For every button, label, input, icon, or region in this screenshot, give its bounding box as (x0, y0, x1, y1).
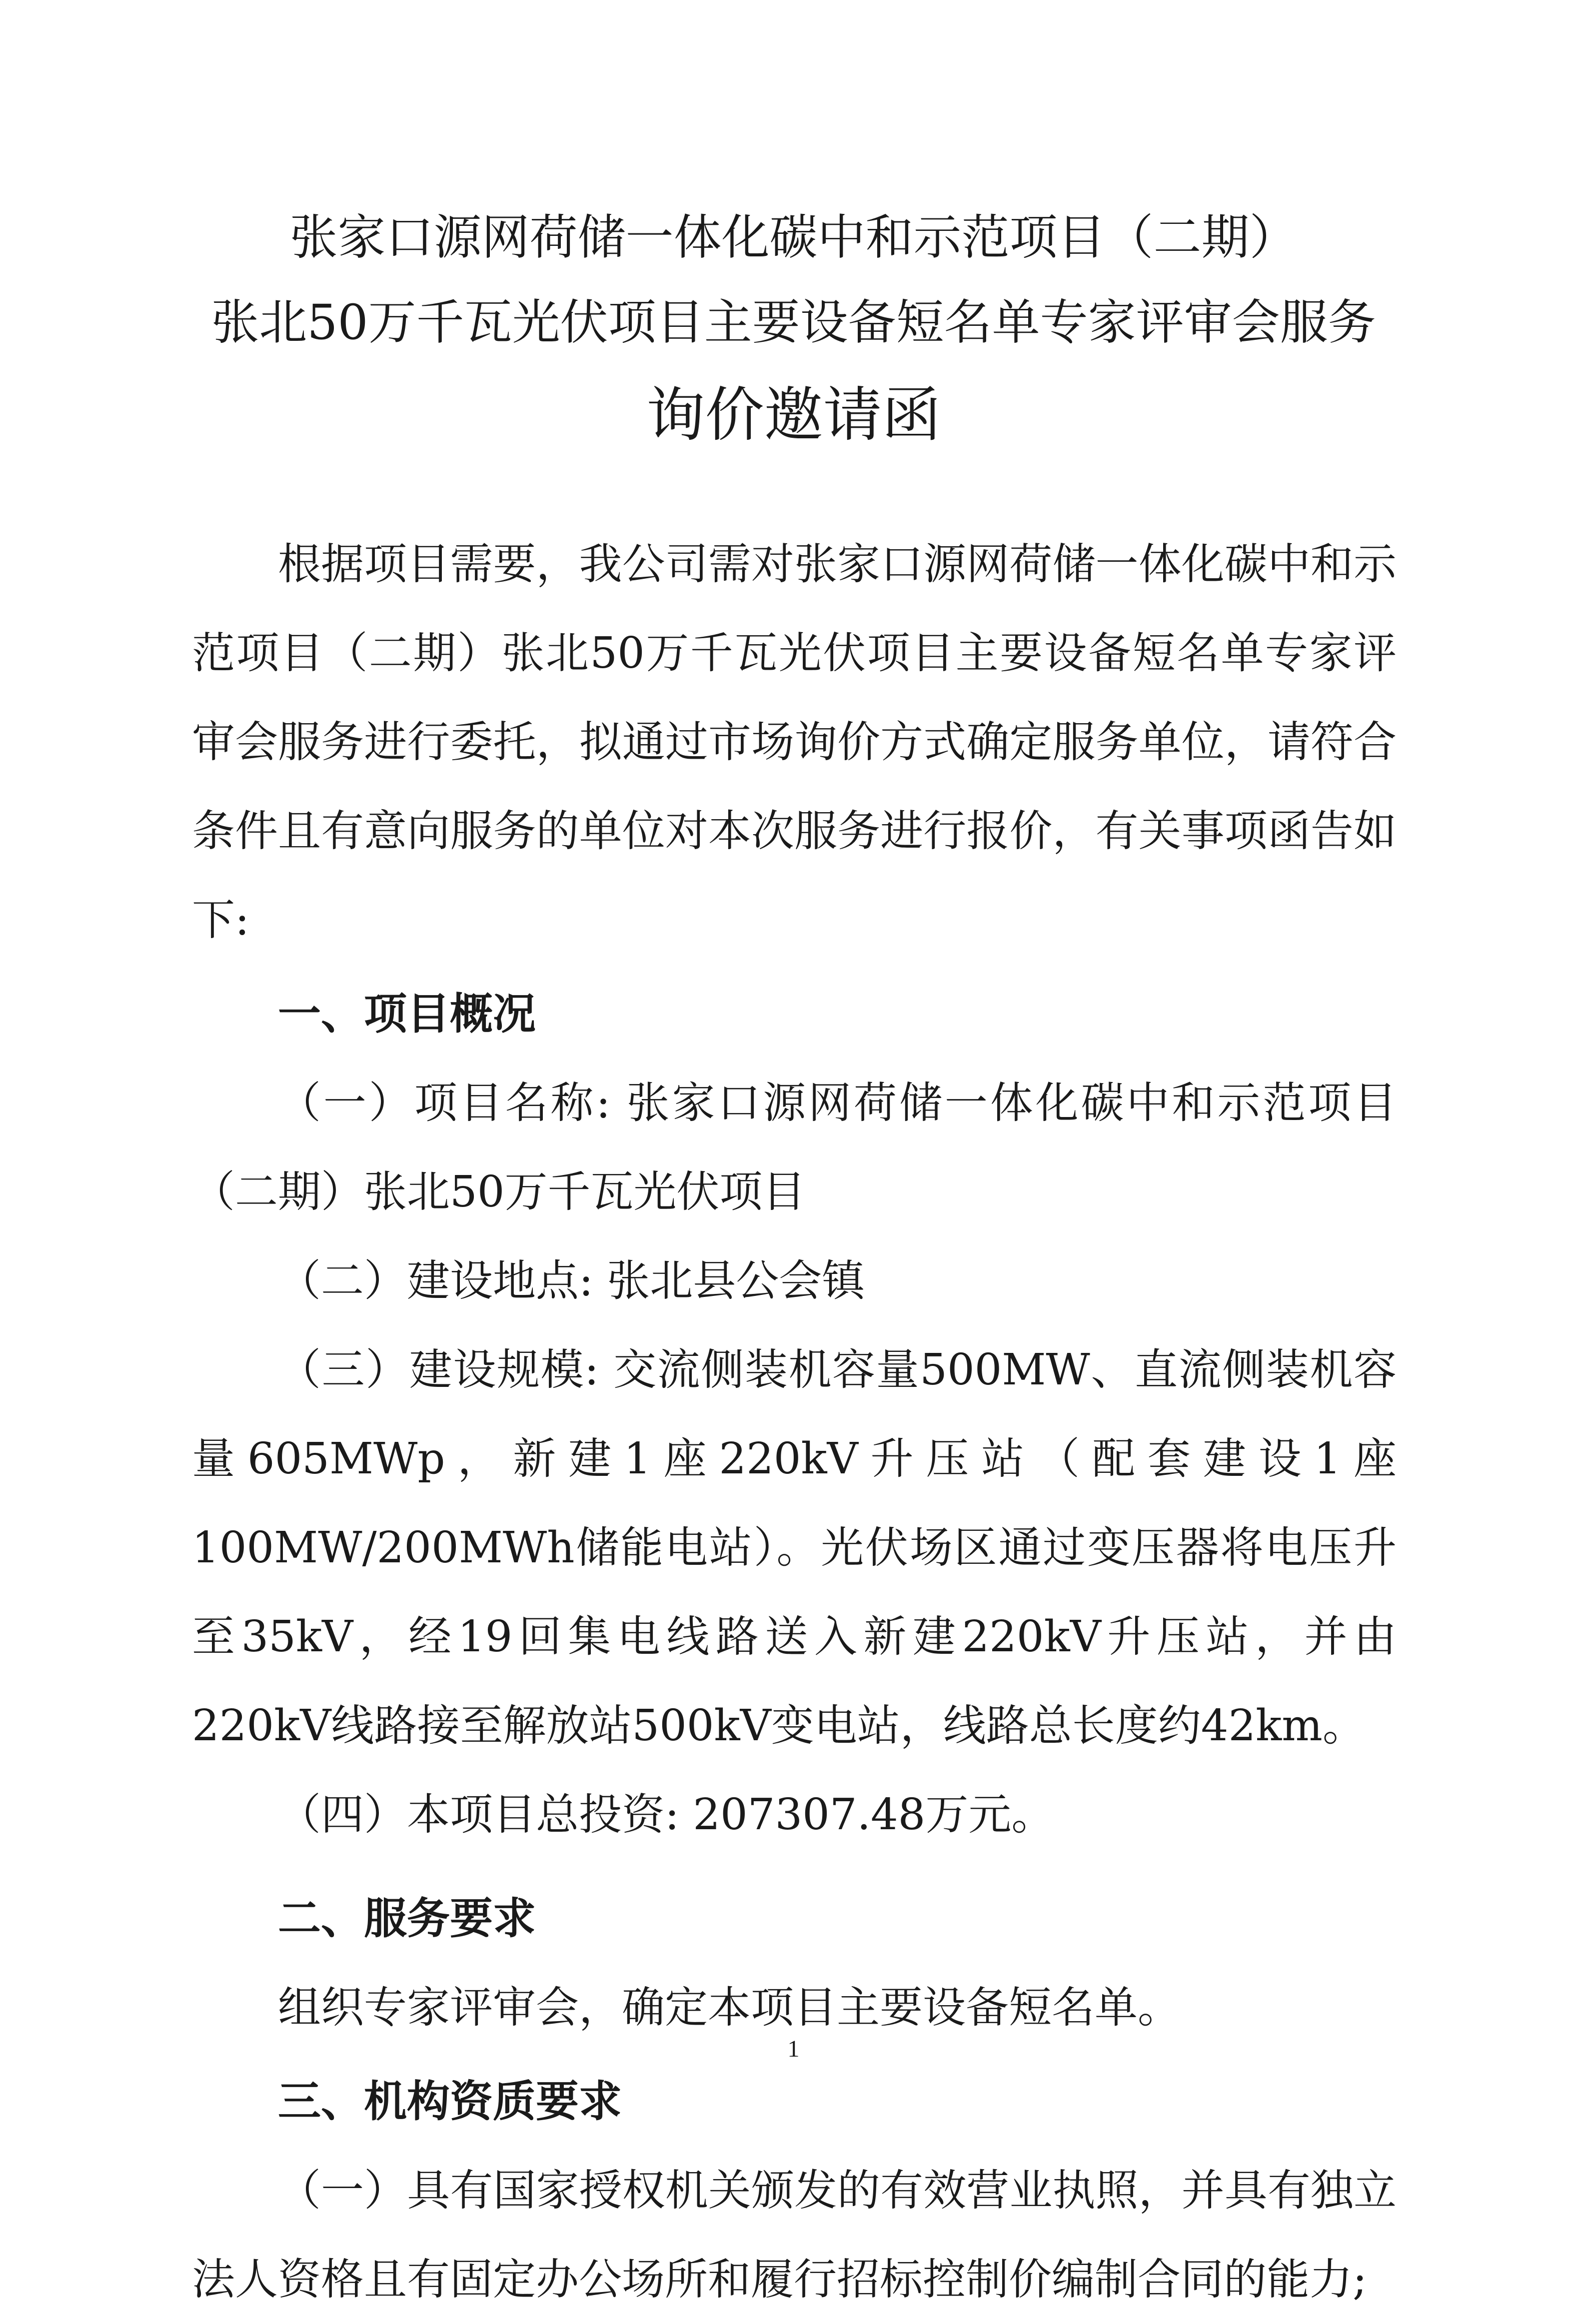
construction-site-item: （二）建设地点: 张北县公会镇 (278, 1256, 865, 1306)
construction-scale-item: （三）建设规模: 交流侧装机容量500MW、直流侧装机容量605MWp，新建1座220kV升压站（配套建设1座100MW/200MWh储能电站）。光伏场区通过变压器将电压升至35kV，经19回集电线路送入新建220kV升压站，并由220kV线路接至解放站500kV变电站，线路总长度约42km。 (192, 1345, 1397, 1751)
title-line-3: 询价邀请函 (646, 380, 941, 449)
total-investment-item: （四）本项目总投资: 207307.48万元。 (278, 1790, 1055, 1840)
document-title (0, 195, 1587, 465)
service-requirements-text: 组织专家评审会，确定本项目主要设备短名单。 (278, 1983, 1181, 2033)
project-name-item: （一）项目名称: 张家口源网荷储一体化碳中和示范项目（二期）张北50万千瓦光伏项目 (192, 1078, 1397, 1217)
qualification-item-1: （一）具有国家授权机关颁发的有效营业执照，并具有独立法人资格且有固定办公场所和履行招标控制价编制合同的能力; (192, 2166, 1397, 2305)
title-line-2: 张北50万千瓦光伏项目主要设备短名单专家评审会服务 (211, 294, 1376, 350)
intro-paragraph: 根据项目需要，我公司需对张家口源网荷储一体化碳中和示范项目（二期）张北50万千瓦光伏项目主要设备短名单专家评审会服务进行委托，拟通过市场询价方式确定服务单位，请符合条件且有意向服务的单位对本次服务进行报价，有关事项函告如下: (192, 539, 1397, 945)
section-heading-project-overview: 一、项目概况 (278, 989, 536, 1039)
title-line-1: 张家口源网荷储一体化碳中和示范项目（二期） (289, 209, 1298, 265)
page-number: 1 (787, 2036, 800, 2062)
section-heading-service-requirements: 二、服务要求 (278, 1894, 536, 1944)
section-heading-qualification: 三、机构资质要求 (278, 2077, 622, 2127)
